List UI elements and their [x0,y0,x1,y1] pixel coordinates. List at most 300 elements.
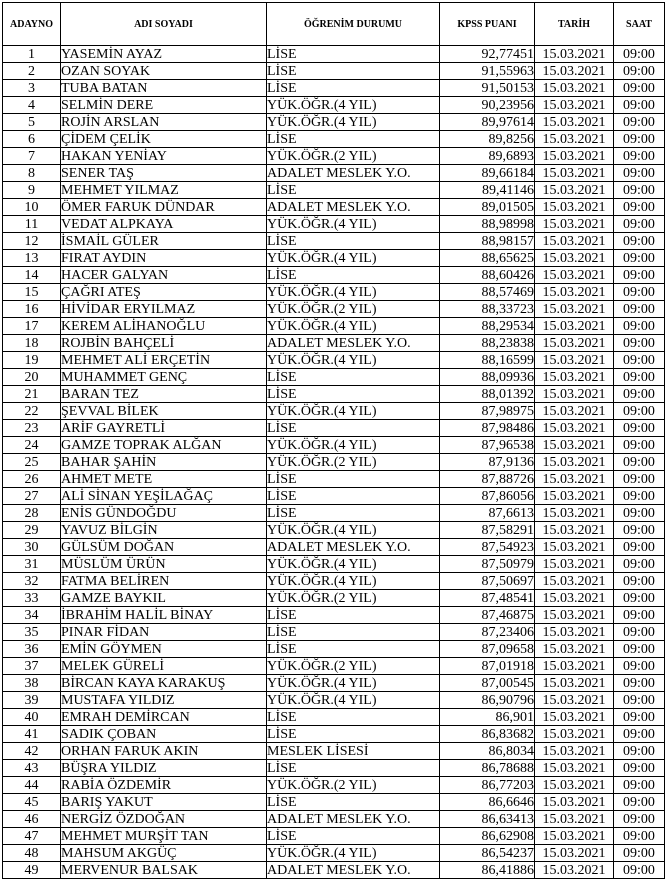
cell-full-name: MELEK GÜRELİ [61,658,267,675]
cell-date: 15.03.2021 [535,216,614,233]
table-row [3,437,665,454]
cell-date: 15.03.2021 [535,63,614,80]
table-row [3,692,665,709]
cell-time: 09:00 [614,454,665,471]
cell-kpss-score: 88,98998 [440,216,535,233]
cell-education: YÜK.ÖĞR.(4 YIL) [267,352,440,369]
table-row [3,794,665,811]
cell-education: ADALET MESLEK Y.O. [267,539,440,556]
header-date: TARİH [535,3,614,46]
cell-date: 15.03.2021 [535,760,614,777]
cell-education: LİSE [267,233,440,250]
cell-kpss-score: 86,78688 [440,760,535,777]
cell-candidate-no: 3 [3,80,61,97]
table-row [3,63,665,80]
cell-date: 15.03.2021 [535,862,614,879]
cell-time: 09:00 [614,675,665,692]
cell-time: 09:00 [614,828,665,845]
cell-date: 15.03.2021 [535,369,614,386]
cell-education: ADALET MESLEK Y.O. [267,811,440,828]
cell-date: 15.03.2021 [535,46,614,63]
cell-time: 09:00 [614,862,665,879]
cell-candidate-no: 7 [3,148,61,165]
cell-full-name: HİVİDAR ERYILMAZ [61,301,267,318]
cell-kpss-score: 88,33723 [440,301,535,318]
candidate-table [2,2,665,879]
cell-time: 09:00 [614,318,665,335]
cell-candidate-no: 18 [3,335,61,352]
cell-time: 09:00 [614,148,665,165]
table-row [3,760,665,777]
table-row [3,573,665,590]
cell-date: 15.03.2021 [535,743,614,760]
cell-date: 15.03.2021 [535,437,614,454]
cell-kpss-score: 87,01918 [440,658,535,675]
cell-date: 15.03.2021 [535,182,614,199]
cell-full-name: YASEMİN AYAZ [61,46,267,63]
cell-kpss-score: 87,96538 [440,437,535,454]
cell-education: LİSE [267,369,440,386]
cell-education: YÜK.ÖĞR.(4 YIL) [267,114,440,131]
cell-date: 15.03.2021 [535,794,614,811]
cell-candidate-no: 45 [3,794,61,811]
cell-education: LİSE [267,760,440,777]
cell-education: LİSE [267,46,440,63]
cell-education: LİSE [267,488,440,505]
table-row [3,488,665,505]
cell-time: 09:00 [614,114,665,131]
cell-candidate-no: 13 [3,250,61,267]
cell-full-name: BARAN TEZ [61,386,267,403]
table-row [3,352,665,369]
cell-education: YÜK.ÖĞR.(4 YIL) [267,522,440,539]
cell-time: 09:00 [614,284,665,301]
cell-full-name: MAHSUM AKGÜÇ [61,845,267,862]
cell-time: 09:00 [614,131,665,148]
cell-date: 15.03.2021 [535,505,614,522]
cell-time: 09:00 [614,505,665,522]
cell-full-name: GÜLSÜM DOĞAN [61,539,267,556]
cell-candidate-no: 2 [3,63,61,80]
cell-kpss-score: 87,48541 [440,590,535,607]
cell-time: 09:00 [614,777,665,794]
table-row [3,539,665,556]
cell-full-name: MUSTAFA YILDIZ [61,692,267,709]
cell-date: 15.03.2021 [535,624,614,641]
cell-full-name: İSMAİL GÜLER [61,233,267,250]
cell-education: YÜK.ÖĞR.(2 YIL) [267,658,440,675]
table-row [3,182,665,199]
cell-full-name: MEHMET ALİ ERÇETİN [61,352,267,369]
table-row [3,505,665,522]
cell-time: 09:00 [614,845,665,862]
cell-candidate-no: 43 [3,760,61,777]
cell-kpss-score: 91,55963 [440,63,535,80]
cell-full-name: EMİN GÖYMEN [61,641,267,658]
cell-kpss-score: 89,41146 [440,182,535,199]
cell-education: YÜK.ÖĞR.(4 YIL) [267,284,440,301]
cell-candidate-no: 28 [3,505,61,522]
cell-time: 09:00 [614,437,665,454]
cell-kpss-score: 86,901 [440,709,535,726]
cell-kpss-score: 87,88726 [440,471,535,488]
table-row [3,267,665,284]
cell-education: LİSE [267,828,440,845]
cell-education: LİSE [267,267,440,284]
cell-date: 15.03.2021 [535,284,614,301]
cell-candidate-no: 20 [3,369,61,386]
cell-kpss-score: 88,60426 [440,267,535,284]
table-row [3,845,665,862]
cell-education: LİSE [267,63,440,80]
cell-time: 09:00 [614,556,665,573]
cell-candidate-no: 38 [3,675,61,692]
cell-full-name: SELMİN DERE [61,97,267,114]
cell-time: 09:00 [614,607,665,624]
table-row [3,828,665,845]
cell-date: 15.03.2021 [535,148,614,165]
table-row [3,641,665,658]
cell-time: 09:00 [614,267,665,284]
cell-date: 15.03.2021 [535,522,614,539]
cell-date: 15.03.2021 [535,97,614,114]
cell-education: YÜK.ÖĞR.(4 YIL) [267,318,440,335]
cell-time: 09:00 [614,182,665,199]
cell-date: 15.03.2021 [535,573,614,590]
cell-kpss-score: 88,65625 [440,250,535,267]
cell-kpss-score: 87,00545 [440,675,535,692]
cell-time: 09:00 [614,726,665,743]
cell-time: 09:00 [614,522,665,539]
cell-full-name: MEHMET YILMAZ [61,182,267,199]
cell-time: 09:00 [614,488,665,505]
cell-full-name: KEREM ALİHANOĞLU [61,318,267,335]
cell-time: 09:00 [614,46,665,63]
header-time: SAAT [614,3,665,46]
table-row [3,318,665,335]
cell-full-name: BARIŞ YAKUT [61,794,267,811]
cell-candidate-no: 27 [3,488,61,505]
cell-full-name: TUBA BATAN [61,80,267,97]
cell-full-name: ALİ SİNAN YEŞİLAĞAÇ [61,488,267,505]
cell-candidate-no: 21 [3,386,61,403]
cell-full-name: ARİF GAYRETLİ [61,420,267,437]
cell-full-name: GAMZE TOPRAK ALĞAN [61,437,267,454]
cell-date: 15.03.2021 [535,845,614,862]
cell-date: 15.03.2021 [535,250,614,267]
table-row [3,80,665,97]
cell-candidate-no: 42 [3,743,61,760]
cell-full-name: FATMA BELİREN [61,573,267,590]
cell-kpss-score: 87,6613 [440,505,535,522]
table-row [3,862,665,879]
cell-education: YÜK.ÖĞR.(2 YIL) [267,148,440,165]
cell-time: 09:00 [614,369,665,386]
cell-full-name: RABİA ÖZDEMİR [61,777,267,794]
table-row [3,522,665,539]
table-row [3,777,665,794]
cell-date: 15.03.2021 [535,233,614,250]
cell-full-name: FIRAT AYDIN [61,250,267,267]
cell-time: 09:00 [614,590,665,607]
cell-candidate-no: 25 [3,454,61,471]
cell-time: 09:00 [614,97,665,114]
cell-candidate-no: 24 [3,437,61,454]
cell-full-name: SENER TAŞ [61,165,267,182]
cell-kpss-score: 89,97614 [440,114,535,131]
cell-candidate-no: 11 [3,216,61,233]
cell-time: 09:00 [614,573,665,590]
cell-kpss-score: 86,63413 [440,811,535,828]
table-row [3,709,665,726]
cell-full-name: ROJBİN BAHÇELİ [61,335,267,352]
table-row [3,335,665,352]
cell-kpss-score: 87,09658 [440,641,535,658]
cell-time: 09:00 [614,760,665,777]
cell-date: 15.03.2021 [535,386,614,403]
cell-candidate-no: 8 [3,165,61,182]
table-body [3,46,665,879]
cell-candidate-no: 26 [3,471,61,488]
cell-kpss-score: 87,9136 [440,454,535,471]
cell-education: YÜK.ÖĞR.(2 YIL) [267,454,440,471]
cell-kpss-score: 86,41886 [440,862,535,879]
cell-candidate-no: 37 [3,658,61,675]
cell-full-name: MUHAMMET GENÇ [61,369,267,386]
cell-candidate-no: 6 [3,131,61,148]
cell-full-name: ÇİDEM ÇELİK [61,131,267,148]
cell-education: YÜK.ÖĞR.(2 YIL) [267,590,440,607]
cell-time: 09:00 [614,624,665,641]
cell-education: YÜK.ÖĞR.(4 YIL) [267,97,440,114]
cell-kpss-score: 86,83682 [440,726,535,743]
cell-candidate-no: 29 [3,522,61,539]
cell-education: YÜK.ÖĞR.(4 YIL) [267,437,440,454]
cell-education: LİSE [267,641,440,658]
table-row [3,233,665,250]
cell-date: 15.03.2021 [535,556,614,573]
cell-full-name: BÜŞRA YILDIZ [61,760,267,777]
cell-date: 15.03.2021 [535,80,614,97]
cell-candidate-no: 9 [3,182,61,199]
cell-education: LİSE [267,182,440,199]
cell-kpss-score: 89,66184 [440,165,535,182]
cell-date: 15.03.2021 [535,488,614,505]
cell-education: ADALET MESLEK Y.O. [267,165,440,182]
cell-candidate-no: 1 [3,46,61,63]
cell-candidate-no: 17 [3,318,61,335]
cell-education: LİSE [267,607,440,624]
cell-candidate-no: 41 [3,726,61,743]
cell-candidate-no: 44 [3,777,61,794]
cell-date: 15.03.2021 [535,641,614,658]
cell-education: LİSE [267,80,440,97]
cell-kpss-score: 87,98486 [440,420,535,437]
cell-kpss-score: 87,50697 [440,573,535,590]
cell-kpss-score: 88,23838 [440,335,535,352]
cell-full-name: BİRCAN KAYA KARAKUŞ [61,675,267,692]
cell-date: 15.03.2021 [535,726,614,743]
cell-full-name: AHMET METE [61,471,267,488]
table-row [3,607,665,624]
cell-education: LİSE [267,726,440,743]
cell-time: 09:00 [614,420,665,437]
cell-time: 09:00 [614,165,665,182]
cell-kpss-score: 87,98975 [440,403,535,420]
cell-date: 15.03.2021 [535,420,614,437]
cell-time: 09:00 [614,811,665,828]
cell-candidate-no: 33 [3,590,61,607]
cell-kpss-score: 89,8256 [440,131,535,148]
cell-kpss-score: 88,09936 [440,369,535,386]
cell-candidate-no: 30 [3,539,61,556]
cell-time: 09:00 [614,80,665,97]
table-row [3,590,665,607]
cell-date: 15.03.2021 [535,777,614,794]
cell-time: 09:00 [614,250,665,267]
cell-time: 09:00 [614,641,665,658]
cell-time: 09:00 [614,216,665,233]
cell-kpss-score: 87,54923 [440,539,535,556]
cell-time: 09:00 [614,709,665,726]
cell-education: YÜK.ÖĞR.(4 YIL) [267,573,440,590]
cell-date: 15.03.2021 [535,828,614,845]
table-row [3,131,665,148]
cell-date: 15.03.2021 [535,675,614,692]
cell-date: 15.03.2021 [535,539,614,556]
table-row [3,403,665,420]
cell-candidate-no: 15 [3,284,61,301]
cell-candidate-no: 35 [3,624,61,641]
cell-full-name: MEHMET MURŞİT TAN [61,828,267,845]
cell-education: YÜK.ÖĞR.(4 YIL) [267,250,440,267]
cell-full-name: EMRAH DEMİRCAN [61,709,267,726]
cell-kpss-score: 89,6893 [440,148,535,165]
cell-education: YÜK.ÖĞR.(2 YIL) [267,301,440,318]
cell-full-name: ÇAĞRI ATEŞ [61,284,267,301]
cell-education: YÜK.ÖĞR.(4 YIL) [267,692,440,709]
cell-full-name: ENİS GÜNDOĞDU [61,505,267,522]
cell-education: ADALET MESLEK Y.O. [267,199,440,216]
cell-education: ADALET MESLEK Y.O. [267,862,440,879]
cell-education: ADALET MESLEK Y.O. [267,335,440,352]
cell-kpss-score: 92,77451 [440,46,535,63]
cell-time: 09:00 [614,794,665,811]
cell-full-name: GAMZE BAYKIL [61,590,267,607]
header-kpss-score: KPSS PUANI [440,3,535,46]
cell-candidate-no: 49 [3,862,61,879]
table-row [3,675,665,692]
cell-education: LİSE [267,794,440,811]
cell-full-name: MÜSLÜM ÜRÜN [61,556,267,573]
table-row [3,743,665,760]
cell-education: YÜK.ÖĞR.(4 YIL) [267,556,440,573]
cell-full-name: ORHAN FARUK AKIN [61,743,267,760]
cell-candidate-no: 34 [3,607,61,624]
table-row [3,46,665,63]
header-row [3,3,665,46]
cell-date: 15.03.2021 [535,301,614,318]
table-row [3,386,665,403]
cell-candidate-no: 32 [3,573,61,590]
cell-education: LİSE [267,505,440,522]
cell-candidate-no: 19 [3,352,61,369]
cell-date: 15.03.2021 [535,811,614,828]
cell-education: LİSE [267,131,440,148]
table-row [3,726,665,743]
table-row [3,148,665,165]
cell-candidate-no: 4 [3,97,61,114]
table-row [3,454,665,471]
cell-candidate-no: 39 [3,692,61,709]
table-row [3,284,665,301]
table-row [3,165,665,182]
cell-time: 09:00 [614,403,665,420]
cell-date: 15.03.2021 [535,114,614,131]
cell-candidate-no: 16 [3,301,61,318]
cell-time: 09:00 [614,692,665,709]
header-candidate-no: ADAYNO [3,3,61,46]
cell-full-name: SADIK ÇOBAN [61,726,267,743]
cell-date: 15.03.2021 [535,165,614,182]
cell-date: 15.03.2021 [535,454,614,471]
cell-time: 09:00 [614,539,665,556]
cell-kpss-score: 87,23406 [440,624,535,641]
cell-candidate-no: 48 [3,845,61,862]
cell-time: 09:00 [614,233,665,250]
cell-education: YÜK.ÖĞR.(4 YIL) [267,216,440,233]
cell-full-name: HACER GALYAN [61,267,267,284]
cell-full-name: PINAR FİDAN [61,624,267,641]
cell-kpss-score: 87,46875 [440,607,535,624]
cell-kpss-score: 86,54237 [440,845,535,862]
cell-time: 09:00 [614,199,665,216]
cell-candidate-no: 40 [3,709,61,726]
table-row [3,624,665,641]
cell-education: LİSE [267,709,440,726]
table-row [3,471,665,488]
cell-kpss-score: 86,90796 [440,692,535,709]
cell-time: 09:00 [614,352,665,369]
cell-kpss-score: 86,8034 [440,743,535,760]
cell-candidate-no: 14 [3,267,61,284]
table-row [3,420,665,437]
cell-full-name: YAVUZ BİLGİN [61,522,267,539]
cell-time: 09:00 [614,471,665,488]
cell-date: 15.03.2021 [535,335,614,352]
header-education: ÖĞRENİM DURUMU [267,3,440,46]
table-header [3,3,665,46]
table-row [3,658,665,675]
table-row [3,199,665,216]
cell-date: 15.03.2021 [535,352,614,369]
table-row [3,216,665,233]
table-row [3,250,665,267]
cell-time: 09:00 [614,301,665,318]
cell-kpss-score: 86,6646 [440,794,535,811]
cell-kpss-score: 88,16599 [440,352,535,369]
cell-date: 15.03.2021 [535,471,614,488]
cell-time: 09:00 [614,386,665,403]
cell-date: 15.03.2021 [535,131,614,148]
cell-full-name: NERGİZ ÖZDOĞAN [61,811,267,828]
cell-date: 15.03.2021 [535,199,614,216]
cell-education: LİSE [267,386,440,403]
table-row [3,369,665,386]
cell-education: LİSE [267,420,440,437]
cell-education: YÜK.ÖĞR.(2 YIL) [267,777,440,794]
cell-candidate-no: 10 [3,199,61,216]
